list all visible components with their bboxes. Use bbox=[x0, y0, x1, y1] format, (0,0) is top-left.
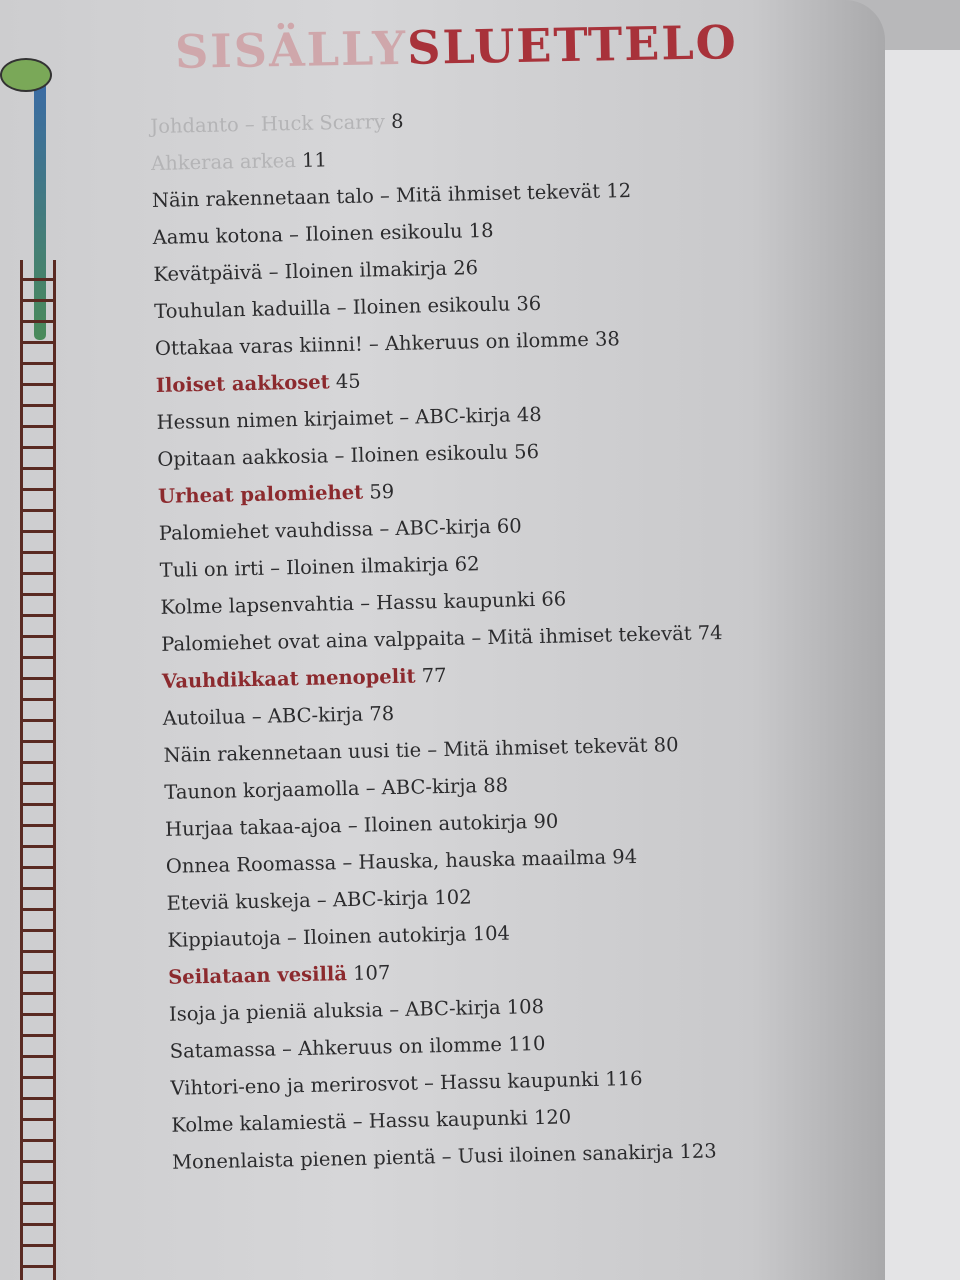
entry-title: Iloiset aakkoset bbox=[155, 370, 330, 397]
entry-page: 123 bbox=[679, 1139, 717, 1164]
entry-title: Taunon korjaamolla – ABC-kirja bbox=[164, 774, 478, 804]
entry-title: Opitaan aakkosia – Iloinen esikoulu bbox=[157, 440, 509, 471]
illustration-bird bbox=[0, 58, 52, 92]
entry-title: Hurjaa takaa-ajoa – Iloinen autokirja bbox=[164, 810, 528, 841]
entry-page: 12 bbox=[606, 178, 632, 203]
entry-title: Autoilua – ABC-kirja bbox=[162, 702, 364, 730]
entry-page: 120 bbox=[533, 1105, 572, 1130]
entry-page: 26 bbox=[452, 256, 479, 280]
entry-title: Palomiehet ovat aina valppaita – Mitä ihmiset tekevät bbox=[160, 621, 692, 656]
entry-title: Kolme kalamiestä – Hassu kaupunki bbox=[171, 1106, 528, 1137]
entry-page: 104 bbox=[472, 921, 511, 946]
entry-title: Palomiehet vauhdissa – ABC-kirja bbox=[158, 514, 491, 545]
entry-page: 108 bbox=[506, 994, 545, 1019]
table-of-contents bbox=[150, 94, 852, 1181]
entry-page: 102 bbox=[434, 885, 472, 910]
entry-title: Johdanto – Huck Scarry bbox=[150, 110, 386, 138]
entry-title: Urheat palomiehet bbox=[157, 480, 364, 508]
title-part-strong: SLUETTELO bbox=[406, 15, 739, 75]
entry-title: Eteviä kuskeja – ABC-kirja bbox=[166, 886, 429, 915]
entry-page: 66 bbox=[541, 587, 567, 611]
entry-page: 48 bbox=[516, 402, 542, 427]
entry-page: 11 bbox=[301, 148, 328, 172]
entry-page: 80 bbox=[653, 733, 679, 757]
entry-page: 90 bbox=[533, 809, 559, 834]
entry-page: 116 bbox=[605, 1066, 643, 1091]
entry-title: Onnea Roomassa – Hauska, hauska maailma bbox=[165, 845, 607, 878]
entry-title: Touhulan kaduilla – Iloinen esikoulu bbox=[154, 292, 511, 323]
entry-title: Satamassa – Ahkeruus on ilomme bbox=[169, 1032, 503, 1063]
entry-page: 78 bbox=[369, 702, 395, 726]
entry-title: Tuli on irti – Iloinen ilmakirja bbox=[159, 552, 449, 582]
entry-page: 62 bbox=[454, 552, 480, 576]
entry-title: Ahkeraa arkea bbox=[150, 148, 297, 175]
entry-page: 56 bbox=[513, 439, 540, 464]
page-title bbox=[175, 15, 739, 79]
entry-page: 60 bbox=[496, 514, 522, 538]
entry-page: 38 bbox=[594, 327, 621, 351]
entry-title: Hessun nimen kirjaimet – ABC-kirja bbox=[156, 403, 511, 434]
entry-title: Vauhdikkaat menopelit bbox=[161, 664, 416, 693]
entry-title: Isoja ja pieniä aluksia – ABC-kirja bbox=[168, 995, 501, 1026]
entry-title: Seilataan vesillä bbox=[167, 962, 348, 989]
entry-page: 45 bbox=[335, 369, 361, 394]
entry-page: 59 bbox=[369, 479, 395, 504]
entry-page: 8 bbox=[390, 109, 404, 133]
entry-page: 77 bbox=[421, 663, 447, 688]
entry-title: Kolme lapsenvahtia – Hassu kaupunki bbox=[160, 588, 536, 619]
entry-title: Aamu kotona – Iloinen esikoulu bbox=[152, 219, 463, 249]
entry-title: Vihtori-eno ja merirosvot – Hassu kaupunki bbox=[170, 1067, 600, 1100]
entry-title: Kippiautoja – Iloinen autokirja bbox=[167, 922, 467, 952]
entry-page: 88 bbox=[482, 773, 509, 798]
entry-page: 94 bbox=[612, 844, 638, 869]
entry-page: 74 bbox=[697, 621, 723, 645]
entry-page: 110 bbox=[507, 1031, 546, 1056]
title-part-faint: SISÄLLY bbox=[174, 20, 408, 79]
entry-title: Kevätpäivä – Iloinen ilmakirja bbox=[153, 256, 448, 286]
entry-title: Näin rakennetaan uusi tie – Mitä ihmiset tekevät bbox=[163, 733, 648, 767]
entry-title: Näin rakennetaan talo – Mitä ihmiset tekevät bbox=[151, 179, 601, 212]
entry-title: Ottakaa varas kiinni! – Ahkeruus on ilomme bbox=[154, 327, 590, 360]
entry-page: 36 bbox=[516, 291, 542, 316]
entry-page: 107 bbox=[352, 961, 391, 985]
illustration-ladder bbox=[20, 260, 56, 1280]
entry-page: 18 bbox=[468, 218, 494, 243]
entry-title: Monenlaista pienen pientä – Uusi iloinen sanakirja bbox=[171, 1140, 674, 1174]
